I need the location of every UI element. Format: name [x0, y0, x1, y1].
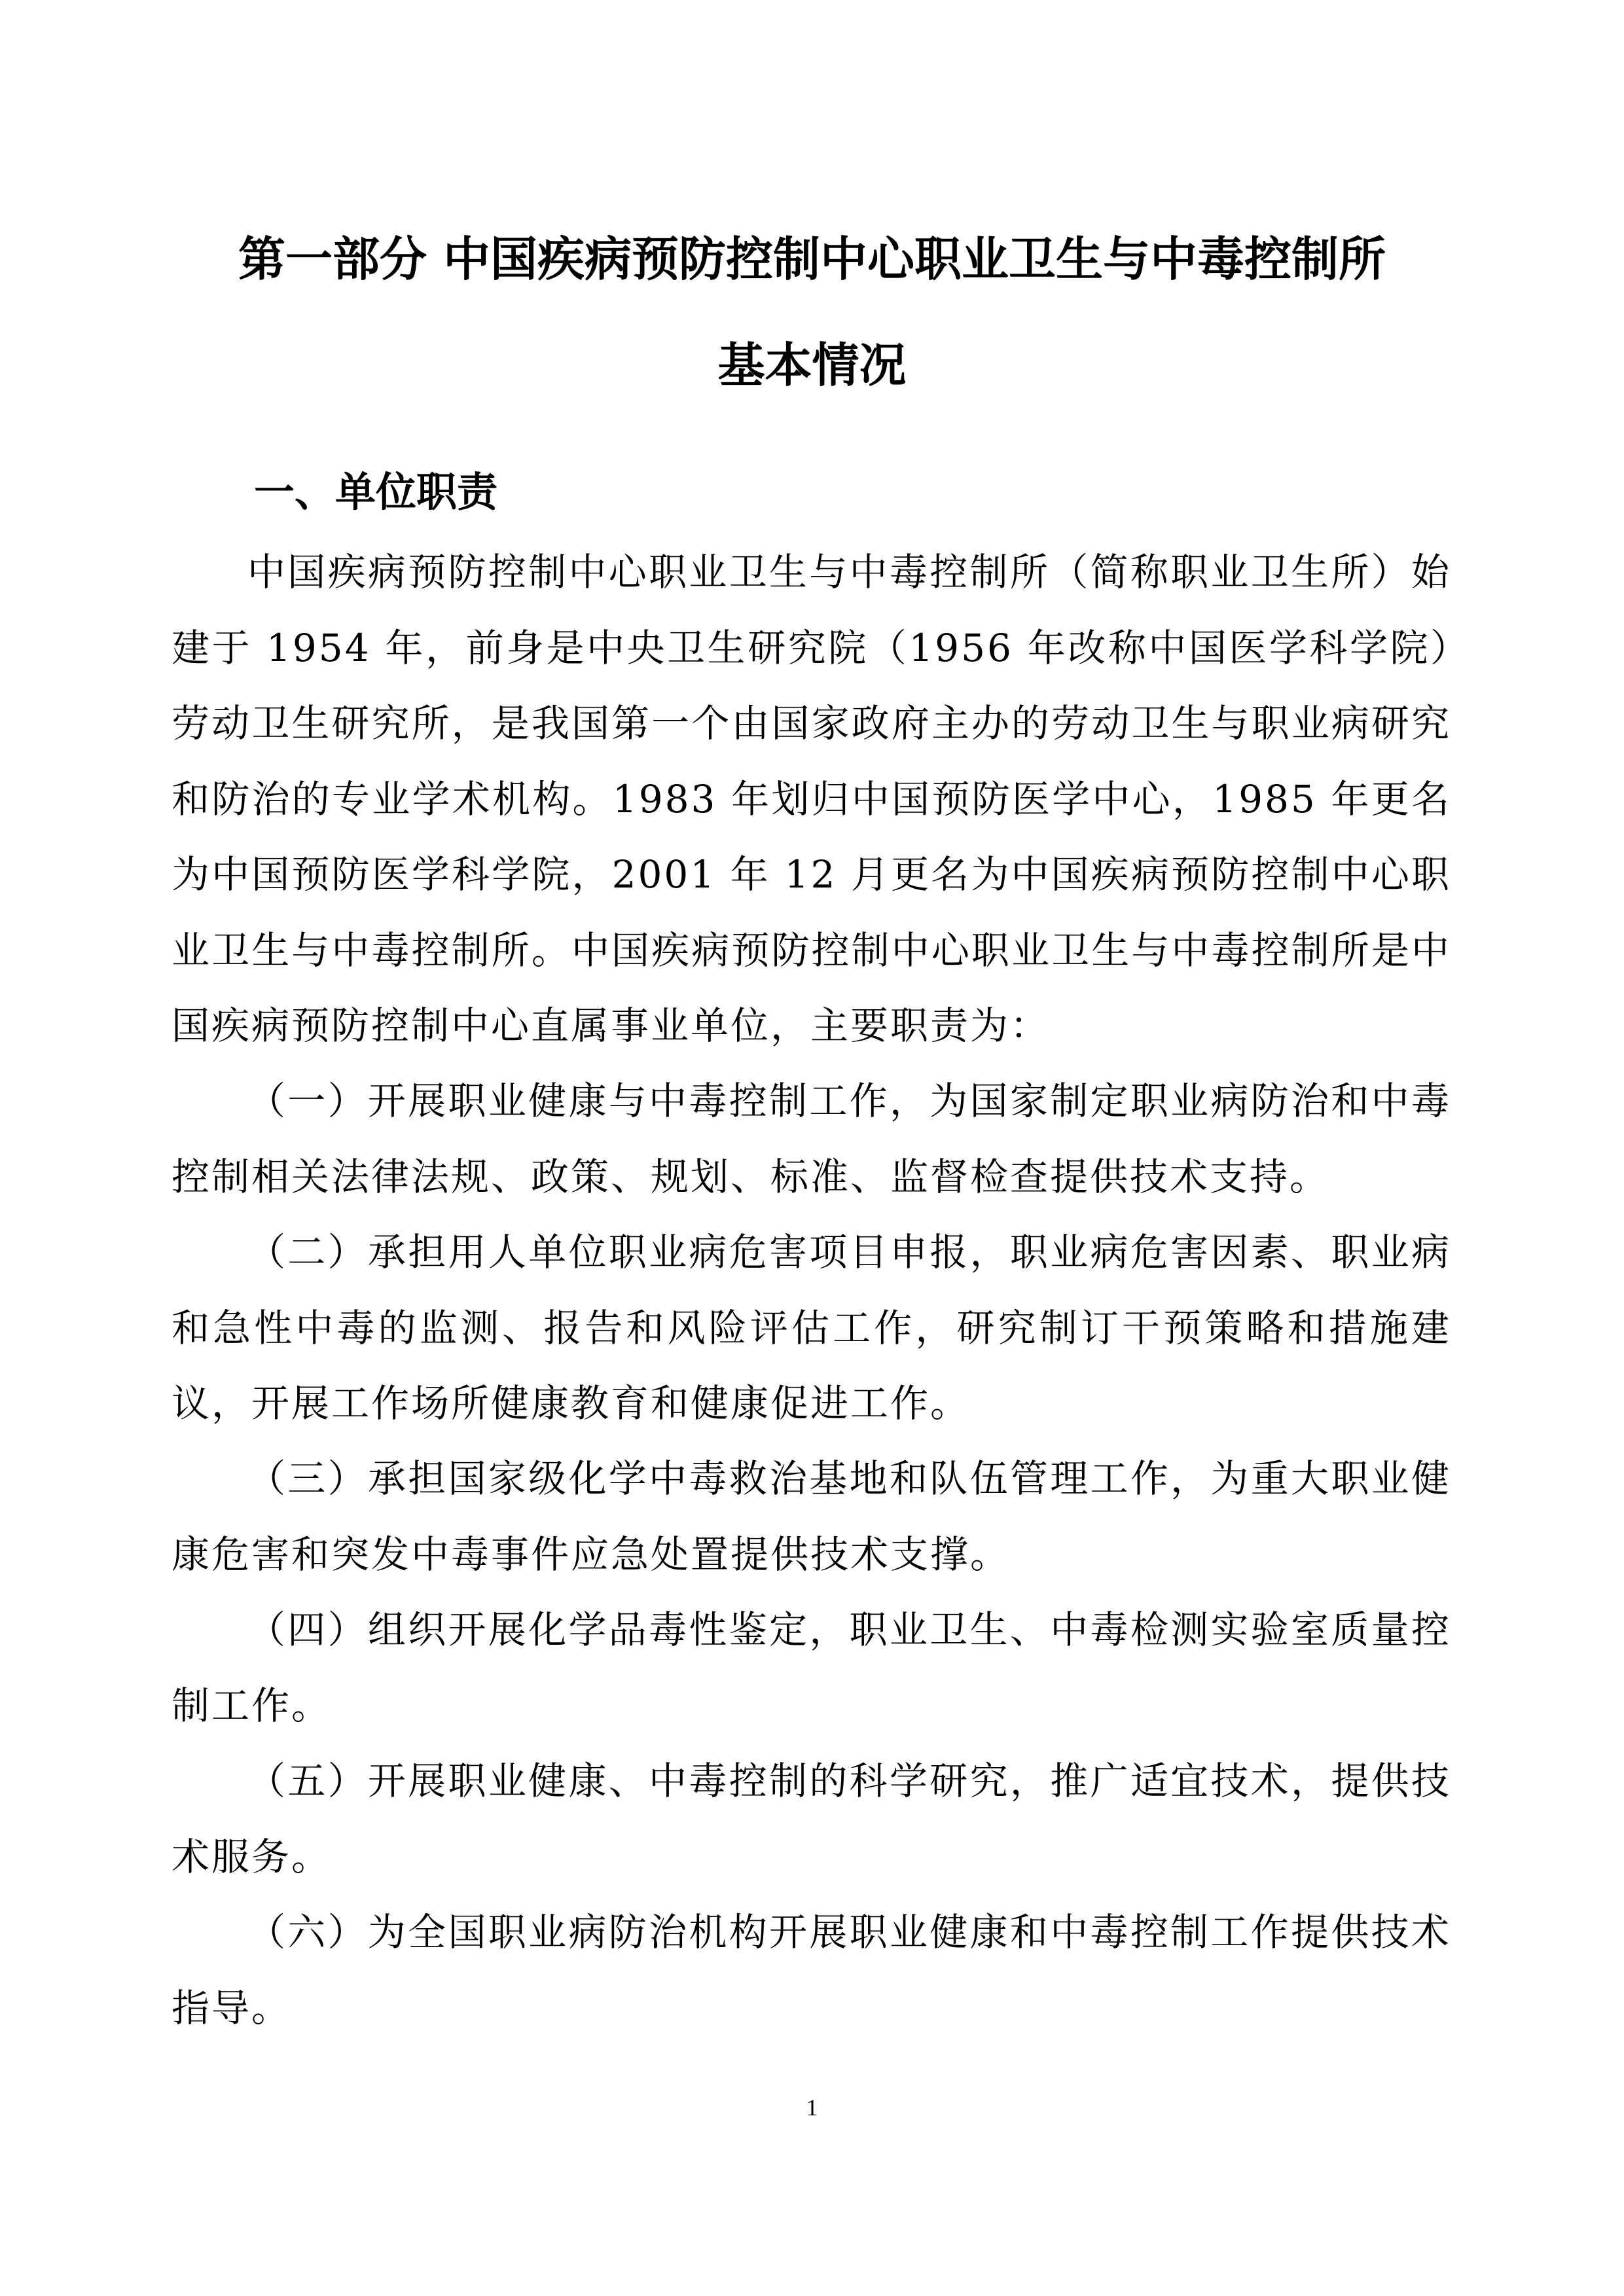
section-heading: 一、单位职责 — [254, 468, 498, 516]
duty-paragraph-1: （一）开展职业健康与中毒控制工作，为国家制定职业病防治和中毒控制相关法律法规、政策、规划、标准、监督检查提供技术支持。 — [171, 1079, 1451, 1199]
duty-paragraph-5: （五）开展职业健康、中毒控制的科学研究，推广适宜技术，提供技术服务。 — [171, 1759, 1451, 1879]
duty-paragraph-4: （四）组织开展化学品毒性鉴定，职业卫生、中毒检测实验室质量控制工作。 — [171, 1607, 1451, 1728]
page-number: 1 — [806, 2094, 818, 2121]
page-title: 第一部分 中国疾病预防控制中心职业卫生与中毒控制所 — [238, 232, 1386, 287]
duty-paragraph-3: （三）承担国家级化学中毒救治基地和队伍管理工作，为重大职业健康危害和突发中毒事件应急处置提供技术支撑。 — [171, 1456, 1451, 1577]
intro-paragraph: 中国疾病预防控制中心职业卫生与中毒控制所（简称职业卫生所）始建于 1954 年，前身是中央卫生研究院（1956 年改称中国医学科学院）劳动卫生研究所，是我国第一个由国家政府主办的劳动卫生与职业病研究和防治的专业学术机构。1983 年划归中国预防医学中心，1985 年更名为中国预防医学科学院，2001 年 12 月更名为中国疾病预防控制中心职业卫生与中毒控制所。中国疾病预防控制中心职业卫生与中毒控制所是中国疾病预防控制中心直属事业单位，主要职责为： — [171, 550, 1451, 1048]
duty-paragraph-2: （二）承担用人单位职业病危害项目申报，职业病危害因素、职业病和急性中毒的监测、报告和风险评估工作，研究制订干预策略和措施建议，开展工作场所健康教育和健康促进工作。 — [171, 1230, 1451, 1426]
duty-paragraph-6: （六）为全国职业病防治机构开展职业健康和中毒控制工作提供技术指导。 — [171, 1910, 1451, 2030]
page-subtitle: 基本情况 — [717, 338, 907, 393]
